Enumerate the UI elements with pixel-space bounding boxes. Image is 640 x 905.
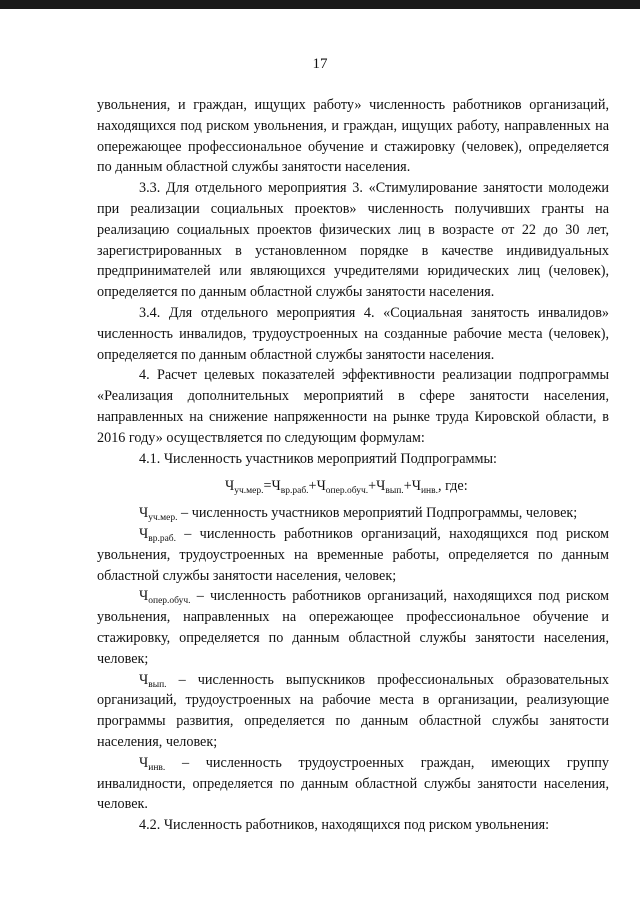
formula-term2-symbol: Ч: [316, 478, 326, 495]
definition-text: – численность трудоустроенных граждан, имеющих группу инвалидности, определяется по данным областной службы занятости населения, человек.: [97, 754, 609, 813]
definition-symbol: Ч: [139, 754, 149, 771]
paragraph-3-3: 3.3. Для отдельного мероприятия 3. «Стимулирование занятости молодежи при реализации социальных проектов» численность получивших гранты на реализацию социальных проектов физических лиц в возрасте от 22 до 30 лет, зарегистрированных в установленном порядке в качестве индивидуальных предпринимателей или являющихся учредителями юридических лиц (человек), определяется по данным областной службы занятости населения.: [97, 180, 609, 301]
definition-text: – численность участников мероприятий Подпрограммы, человек;: [177, 505, 578, 522]
definition-subscript: опер.обуч.: [148, 596, 191, 607]
definition-advance-training: [97, 586, 609, 669]
formula-term1-subscript: вр.раб.: [280, 486, 309, 497]
definition-disabled: [97, 753, 609, 815]
formula-equals: =: [263, 478, 272, 495]
formula-term1-symbol: Ч: [271, 478, 281, 495]
formula-term2-subscript: опер.обуч.: [325, 486, 369, 497]
formula-term3-subscript: вып.: [385, 486, 404, 497]
definition-subscript: вр.раб.: [148, 533, 177, 544]
definition-subscript: инв.: [148, 762, 166, 773]
definition-symbol: Ч: [139, 525, 149, 542]
definition-text: – численность работников организаций, находящихся под риском увольнения, трудоустроенных на временные работы, определяется по данным областной службы занятости населения, человек;: [97, 525, 609, 584]
definition-subscript: вып.: [148, 679, 167, 690]
formula-term4-subscript: инв.: [420, 486, 438, 497]
definition-symbol: Ч: [139, 588, 149, 605]
formula-lhs-symbol: Ч: [225, 478, 235, 495]
definition-participants: [97, 503, 609, 524]
paragraph-4: 4. Расчет целевых показателей эффективности реализации подпрограммы «Реализация дополнительных мероприятий в сфере занятости населения, направленных на снижение напряженности на рынке труда Кировской области, в 2016 году» осуществляется по следующим формулам:: [97, 367, 609, 446]
formula-term4-symbol: Ч: [411, 478, 421, 495]
definition-graduates: [97, 670, 609, 753]
document-body: [97, 95, 609, 836]
paragraph-4-1: 4.1. Численность участников мероприятий Подпрограммы:: [139, 450, 497, 467]
formula-term3-symbol: Ч: [376, 478, 386, 495]
formula-participants: [97, 476, 609, 497]
formula-plus-3: +: [403, 478, 412, 495]
paragraph-continuation: увольнения, и граждан, ищущих работу» численность работников организаций, находящихся под риском увольнения, и граждан, ищущих работу, направленных на опережающее профессиональное обучение и стажировку (человек), определяется по данным областной службы занятости населения.: [97, 97, 609, 176]
definition-subscript: уч.мер.: [148, 513, 178, 524]
formula-lhs-subscript: уч.мер.: [234, 486, 264, 497]
formula-plus-1: +: [308, 478, 317, 495]
definition-symbol: Ч: [139, 671, 149, 688]
paragraph-4-2: 4.2. Численность работников, находящихся под риском увольнения:: [139, 817, 550, 834]
definition-symbol: Ч: [139, 505, 149, 522]
definition-temporary-work: [97, 524, 609, 586]
formula-tail: , где:: [437, 478, 468, 495]
page-number: 17: [312, 56, 328, 72]
formula-plus-2: +: [368, 478, 377, 495]
top-border-rule: [0, 0, 640, 9]
paragraph-3-4: 3.4. Для отдельного мероприятия 4. «Социальная занятость инвалидов» численность инвалидов, трудоустроенных на созданные рабочие места (человек), определяется по данным областной службы занятости населения.: [97, 304, 609, 363]
definition-text: – численность выпускников профессиональных образовательных организаций, трудоустроенных на рабочие места в организации, реализующие программы развития, определяется по данным областной службы занятости населения, человек;: [97, 671, 609, 750]
definition-text: – численность работников организаций, находящихся под риском увольнения, направленных на опережающее профессиональное обучение и стажировку, определяется по данным областной службы занятости населения, человек;: [97, 588, 609, 667]
